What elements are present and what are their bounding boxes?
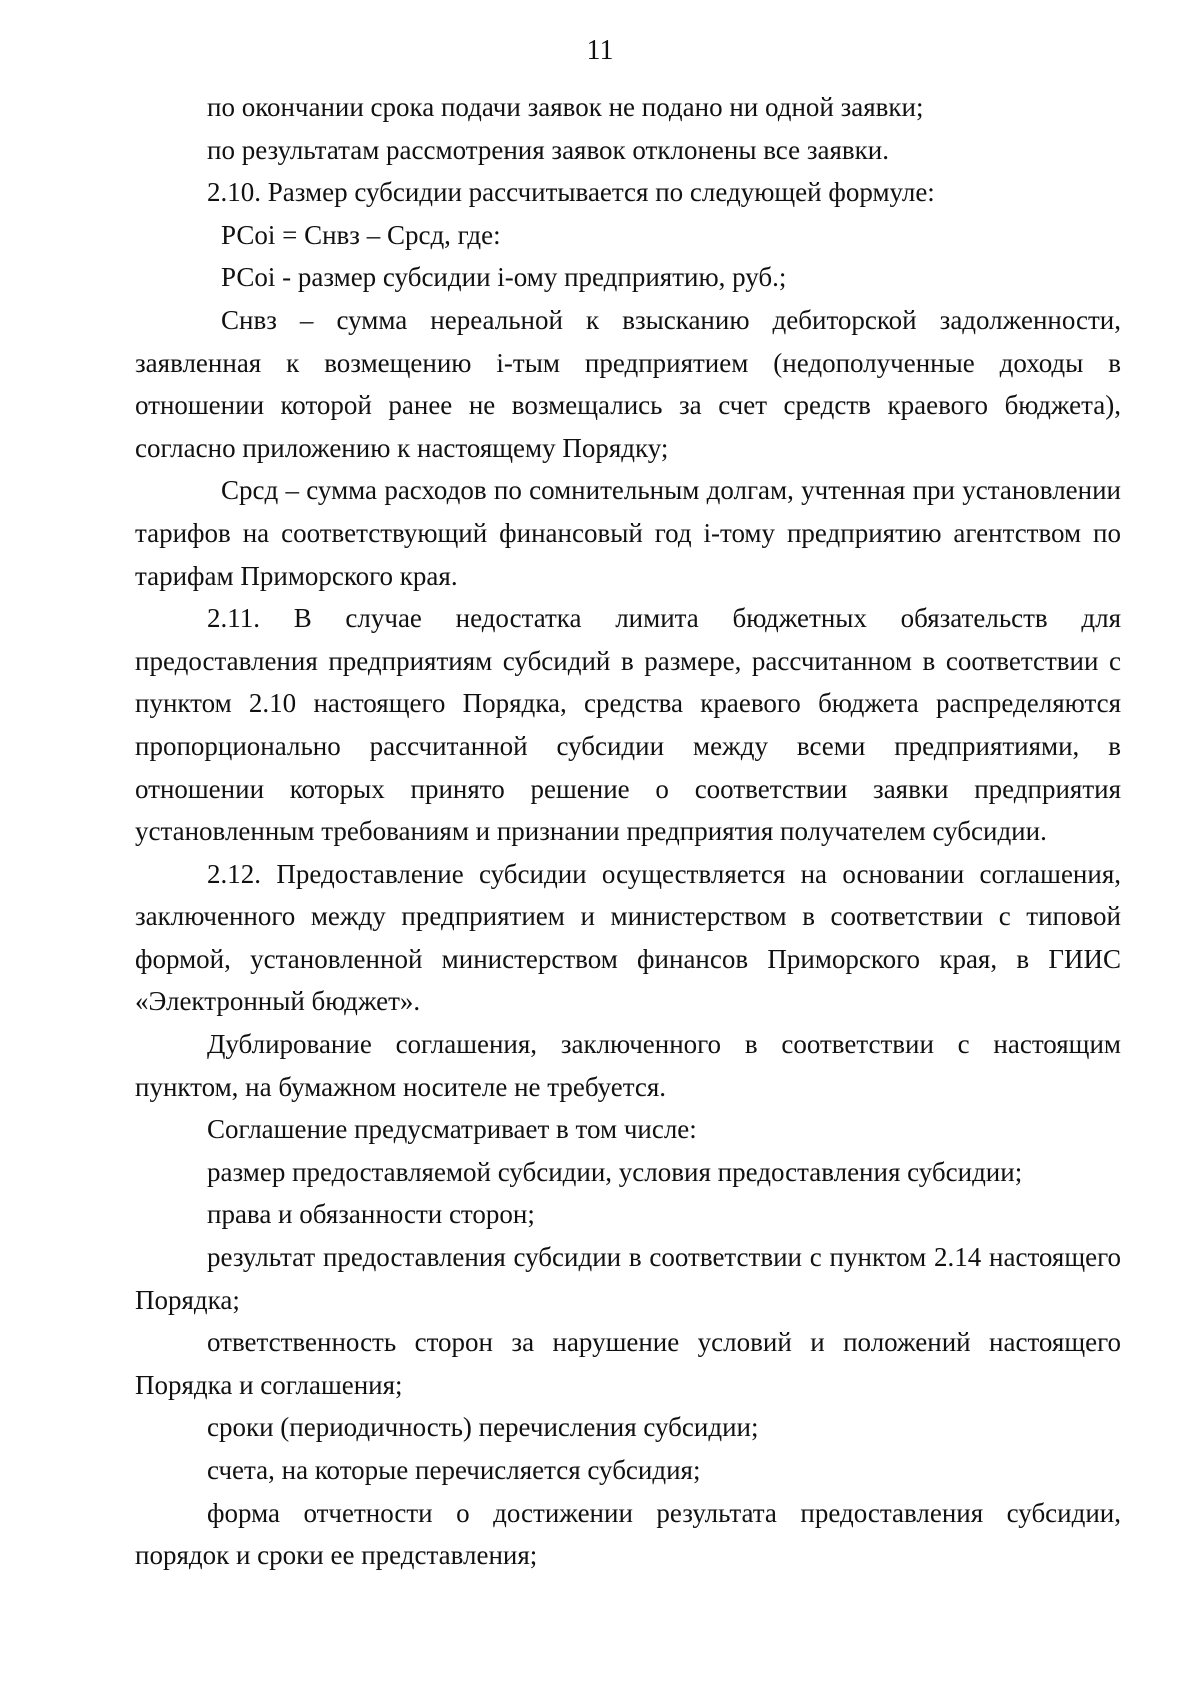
formula-definition-srsd: Срсд – сумма расходов по сомнительным долгам, учтенная при установлении тарифов на соответствующий финансовый год і-тому предприятию агентством по тарифам Приморского края. [135, 475, 1121, 591]
document-body [135, 86, 1121, 1577]
list-item-reporting-form: форма отчетности о достижении результата предоставления субсидии, порядок и сроки ее представления; [135, 1497, 1121, 1571]
list-item-responsibility: ответственность сторон за нарушение условий и положений настоящего Порядка и соглашения; [135, 1327, 1121, 1400]
list-item-rights-duties: права и обязанности сторон; [207, 1199, 535, 1230]
paragraph-2-10-heading: 2.10. Размер субсидии рассчитывается по следующей формуле: [207, 177, 935, 208]
formula-definition-snvz: Снвз – сумма нереальной к взысканию дебиторской задолженности, заявленная к возмещению і-тым предприятием (недополученные доходы в отношении которой ранее не возмещались за счет средств краевого бюджета), согласно приложению к настоящему Порядку; [135, 304, 1121, 463]
paragraph-2-11: 2.11. В случае недостатка лимита бюджетных обязательств для предоставления предприятиям субсидий в размере, рассчитанном в соответствии с пунктом 2.10 настоящего Порядка, средства краевого бюджета распределяются пропорционально рассчитанной субсидии между всеми предприятиями, в отношении которых принято решение о соответствии заявки предприятия установленным требованиям и признании предприятия получателем субсидии. [135, 603, 1121, 847]
list-item-result: результат предоставления субсидии в соответствии с пунктом 2.14 настоящего Порядка; [135, 1242, 1121, 1315]
paragraph-2-12: 2.12. Предоставление субсидии осуществляется на основании соглашения, заключенного между предприятием и министерством в соответствии с типовой формой, установленной министерством финансов Приморского края, в ГИИС «Электронный бюджет». [135, 858, 1121, 1017]
paragraph-all-rejected: по результатам рассмотрения заявок отклонены все заявки. [207, 134, 889, 165]
paragraph-no-applications: по окончании срока подачи заявок не подано ни одной заявки; [207, 92, 924, 122]
formula-definition-rcoi: РСоі - размер субсидии і-ому предприятию, руб.; [221, 262, 787, 293]
paragraph-duplication: Дублирование соглашения, заключенного в соответствии с настоящим пунктом, на бумажном носителе не требуется. [135, 1029, 1121, 1102]
list-item-transfer-terms: сроки (периодичность) перечисления субсидии; [207, 1412, 759, 1443]
paragraph-agreement-includes: Соглашение предусматривает в том числе: [207, 1114, 697, 1145]
list-item-accounts: счета, на которые перечисляется субсидия; [207, 1455, 701, 1485]
formula-line: РСоі = Снвз – Срсд, где: [221, 219, 501, 250]
page-number: 11 [586, 35, 614, 66]
list-item-subsidy-size: размер предоставляемой субсидии, условия предоставления субсидии; [207, 1156, 1023, 1187]
